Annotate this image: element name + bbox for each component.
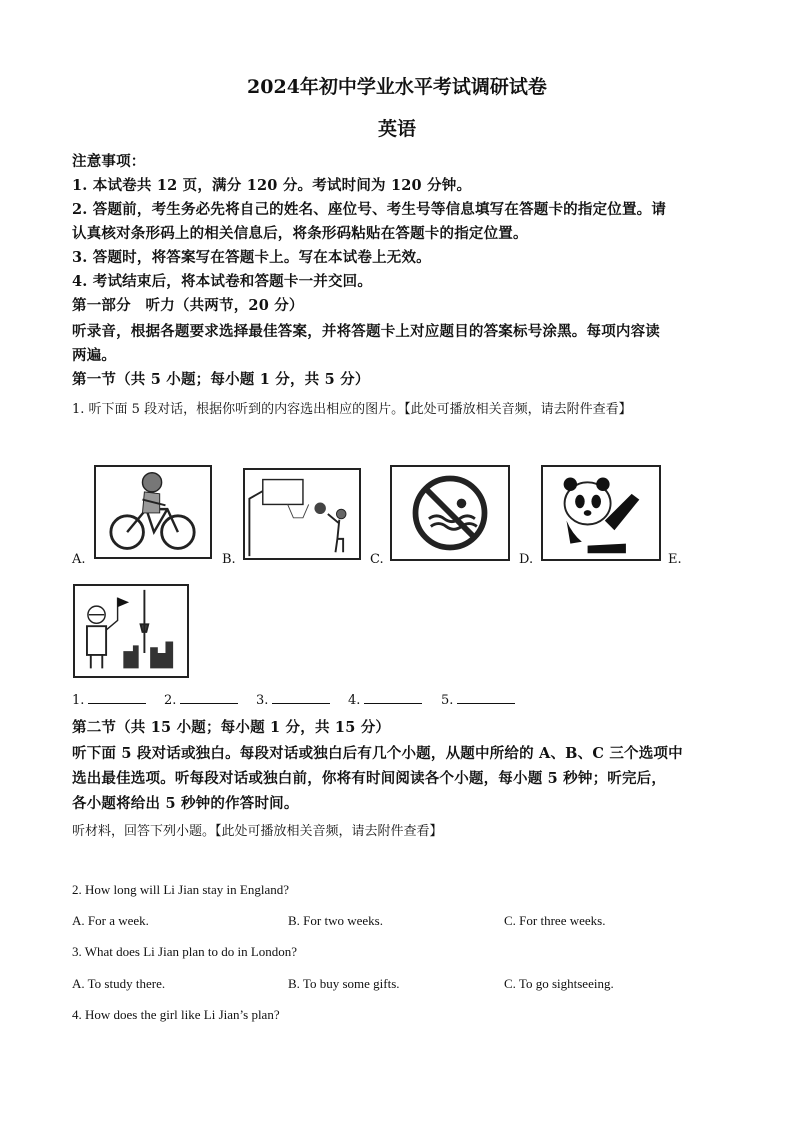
note-line: 3. 答题时，将答案写在答题卡上。写在本试卷上无效。 bbox=[72, 249, 431, 266]
blank-number: 4. bbox=[348, 693, 361, 708]
blank-1[interactable] bbox=[72, 691, 146, 708]
note-line: 2. 答题前，考生务必先将自己的姓名、座位号、考生号等信息填写在答题卡的指定位置。请 bbox=[72, 201, 667, 218]
bike-icon bbox=[96, 467, 210, 557]
blank-number: 3. bbox=[256, 693, 269, 708]
blank-5[interactable] bbox=[441, 691, 515, 708]
notes-heading: 注意事项： bbox=[72, 153, 146, 170]
question-stem: 4. How does the girl like Li Jian’s plan? bbox=[72, 1007, 280, 1022]
part1-heading: 第一部分 听力（共两节，20 分） bbox=[72, 297, 304, 314]
option-label-c: C. bbox=[370, 552, 384, 567]
answer-line[interactable] bbox=[457, 691, 515, 704]
no-swimming-icon bbox=[392, 467, 508, 559]
blank-number: 1. bbox=[72, 693, 85, 708]
blank-2[interactable] bbox=[164, 691, 238, 708]
option-b[interactable]: B. To buy some gifts. bbox=[288, 976, 400, 991]
question-1: 1. 听下面 5 段对话，根据你听到的内容选出相应的图片。【此处可播放相关音频，请去附件查看】 bbox=[72, 402, 632, 417]
option-label-b: B. bbox=[222, 552, 236, 567]
option-c[interactable]: C. For three weeks. bbox=[504, 913, 606, 928]
option-label-a: A. bbox=[72, 552, 86, 567]
option-label-e: E. bbox=[668, 552, 682, 567]
answer-line[interactable] bbox=[272, 691, 330, 704]
section2-instruction: 各小题将给出 5 秒钟的作答时间。 bbox=[72, 795, 299, 812]
option-label-d: D. bbox=[519, 552, 534, 567]
city-tower-icon bbox=[75, 586, 187, 676]
section2-heading: 第二节（共 15 小题；每小题 1 分，共 15 分） bbox=[72, 719, 391, 736]
question-stem: 3. What does Li Jian plan to do in London? bbox=[72, 944, 298, 959]
answer-line[interactable] bbox=[364, 691, 422, 704]
picture-no-swimming bbox=[390, 465, 510, 561]
picture-panda bbox=[541, 465, 661, 561]
picture-boy-flag-city bbox=[73, 584, 189, 678]
option-a[interactable]: A. To study there. bbox=[72, 976, 166, 991]
note-line: 4. 考试结束后，将本试卷和答题卡一并交回。 bbox=[72, 273, 373, 290]
blank-number: 5. bbox=[441, 693, 454, 708]
blank-4[interactable] bbox=[348, 691, 422, 708]
exam-title: 2024年初中学业水平考试调研试卷 bbox=[247, 76, 547, 98]
question-stem: 2. How long will Li Jian stay in England? bbox=[72, 882, 290, 897]
basketball-icon bbox=[245, 470, 359, 558]
picture-basketball bbox=[243, 468, 361, 560]
answer-line[interactable] bbox=[180, 691, 238, 704]
panda-icon bbox=[543, 467, 659, 559]
note-line: 认真核对条形码上的相关信息后，将条形码粘贴在答题卡的指定位置。 bbox=[72, 225, 528, 242]
option-b[interactable]: B. For two weeks. bbox=[288, 913, 383, 928]
section1-heading: 第一节（共 5 小题；每小题 1 分，共 5 分） bbox=[72, 371, 370, 388]
answer-line[interactable] bbox=[88, 691, 146, 704]
material-note: 听材料，回答下列小题。【此处可播放相关音频，请去附件查看】 bbox=[72, 824, 443, 839]
subject-title: 英语 bbox=[377, 118, 416, 140]
blank-3[interactable] bbox=[256, 691, 330, 708]
section2-instruction: 选出最佳选项。听每段对话或独白前，你将有时间阅读各个小题，每小题 5 秒钟；听完后， bbox=[72, 770, 667, 787]
note-line: 1. 本试卷共 12 页，满分 120 分。考试时间为 120 分钟。 bbox=[72, 177, 472, 194]
part1-instruction: 两遍。 bbox=[72, 347, 117, 364]
blank-number: 2. bbox=[164, 693, 177, 708]
option-c[interactable]: C. To go sightseeing. bbox=[504, 976, 614, 991]
section2-instruction: 听下面 5 段对话或独白。每段对话或独白后有几个小题，从题中所给的 A、B、C 三个选项中 bbox=[72, 745, 683, 762]
part1-instruction: 听录音，根据各题要求选择最佳答案，并将答题卡上对应题目的答案标号涂黑。每项内容读 bbox=[72, 323, 660, 340]
picture-boy-riding-bike bbox=[94, 465, 212, 559]
option-a[interactable]: A. For a week. bbox=[72, 913, 149, 928]
